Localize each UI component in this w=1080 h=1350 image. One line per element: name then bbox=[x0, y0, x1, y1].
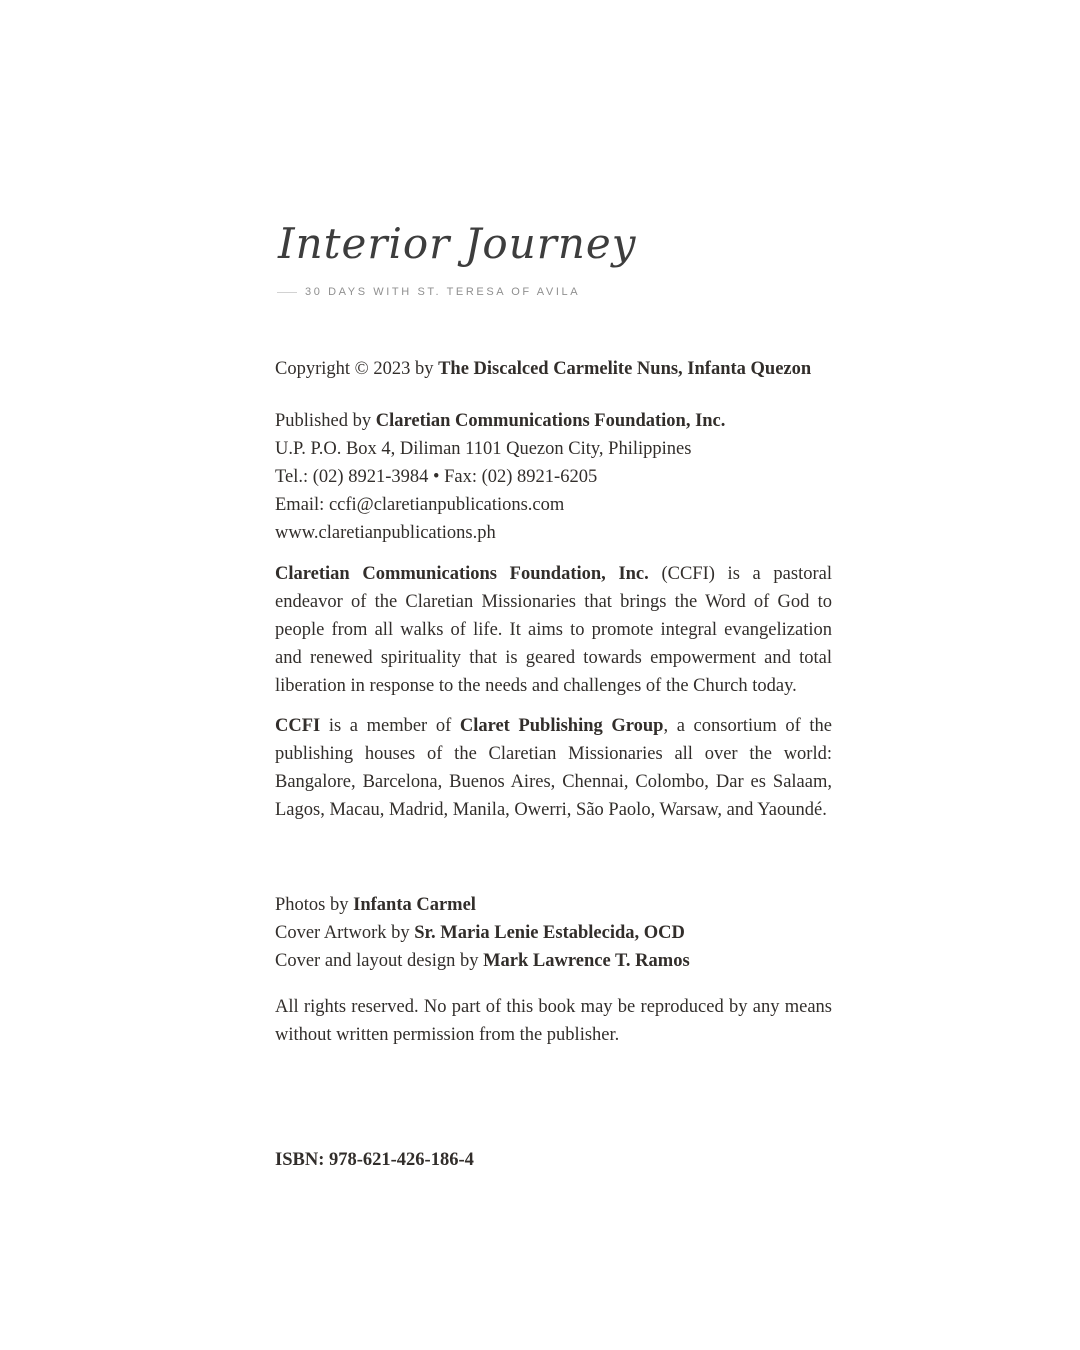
publisher-address-line: U.P. P.O. Box 4, Diliman 1101 Quezon City, Philippines bbox=[275, 439, 692, 459]
artwork-name: Sr. Maria Lenie Establecida, OCD bbox=[414, 923, 685, 943]
published-by-line bbox=[275, 407, 832, 435]
book-logo-script-title: Interior Journey bbox=[278, 219, 637, 268]
book-logo-subtitle-row bbox=[277, 284, 837, 300]
photos-credit-line bbox=[275, 891, 832, 919]
design-name: Mark Lawrence T. Ramos bbox=[483, 951, 690, 971]
website-line: www.claretianpublications.ph bbox=[275, 523, 496, 543]
claret-seg-group-name: Claret Publishing Group bbox=[459, 716, 664, 736]
book-logo-subtitle: 30 DAYS WITH ST. TERESA OF AVILA bbox=[305, 286, 581, 298]
credits-block bbox=[275, 891, 832, 975]
publisher-name: Claretian Communications Foundation, Inc. bbox=[375, 411, 726, 431]
claret-seg-cities: , a consortium of the publishing houses of the Claretian Missionaries all over the world: Bangalore, Barcelona, Buenos Aires, Chennai, Colombo, Dar es Salaam, Lagos, Macau, Madrid, Manila, Owerri, São Paolo, Warsaw, and Yaoundé. bbox=[275, 716, 832, 820]
isbn-line: ISBN: 978-621-426-186-4 bbox=[275, 1150, 474, 1170]
rights-statement: All rights reserved. No part of this book may be reproduced by any means without written permission from the publisher. bbox=[275, 997, 832, 1045]
tel-fax-line: Tel.: (02) 8921-3984 • Fax: (02) 8921-6205 bbox=[275, 467, 598, 487]
publisher-block bbox=[275, 407, 832, 547]
photos-prefix: Photos by bbox=[275, 895, 354, 915]
email-line: Email: ccfi@claretianpublications.com bbox=[275, 495, 565, 515]
about-ccfi-lead: Claretian Communications Foundation, Inc. bbox=[275, 564, 649, 584]
subtitle-dash-rule bbox=[277, 292, 297, 293]
copyright-line bbox=[275, 355, 832, 383]
design-credit-line bbox=[275, 947, 832, 975]
claret-seg-member: is a member of bbox=[320, 716, 460, 736]
copyright-holder: The Discalced Carmelite Nuns, Infanta Quezon bbox=[438, 359, 812, 379]
claret-seg-ccfi: CCFI bbox=[275, 716, 321, 736]
published-by-prefix: Published by bbox=[275, 411, 376, 431]
about-ccfi-paragraph bbox=[275, 560, 832, 700]
about-ccfi-rest: (CCFI) is a pastoral endeavor of the Claretian Missionaries that brings the Word of God to people from all walks of life. It aims to promote integral evangelization and renewed spirituality that is geared towards empowerment and total liberation in response to the needs and challenges of the Church today. bbox=[275, 564, 832, 696]
claret-group-paragraph bbox=[275, 712, 832, 824]
artwork-prefix: Cover Artwork by bbox=[275, 923, 415, 943]
photos-name: Infanta Carmel bbox=[353, 895, 476, 915]
copyright-prefix: Copyright © 2023 by bbox=[275, 359, 439, 379]
artwork-credit-line bbox=[275, 919, 832, 947]
design-prefix: Cover and layout design by bbox=[275, 951, 484, 971]
